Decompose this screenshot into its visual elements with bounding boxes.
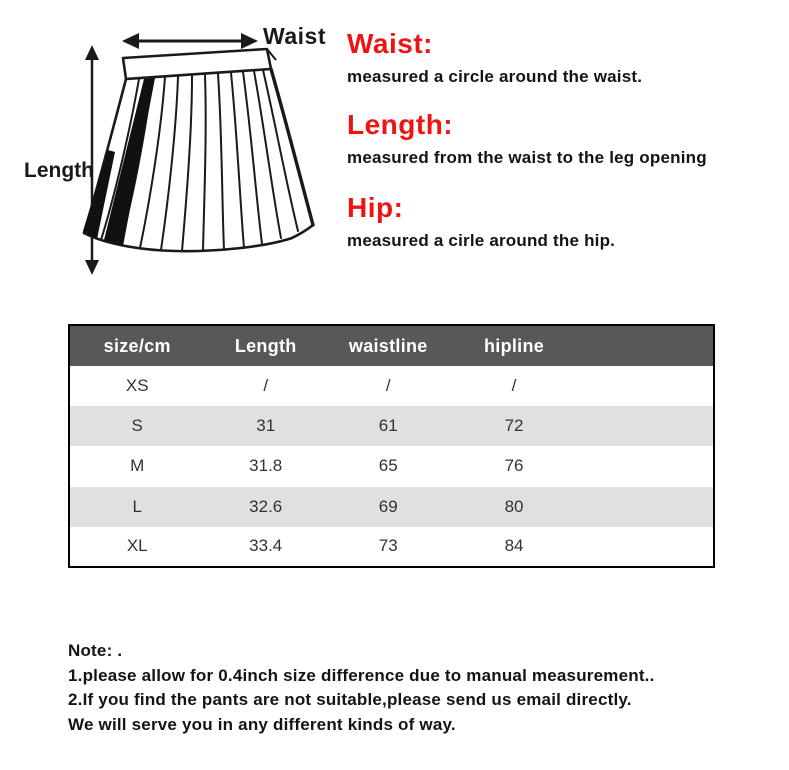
cell-waistline: 65	[378, 456, 398, 476]
size-table-header-row	[69, 325, 714, 366]
cell-size: XS	[125, 376, 149, 396]
table-row-l	[69, 487, 714, 527]
size-table	[68, 324, 715, 568]
definition-length-term: Length:	[347, 109, 454, 140]
definition-hip-term: Hip:	[347, 192, 404, 223]
cell-size: S	[131, 416, 143, 436]
definition-waist-description: measured a circle around the waist.	[347, 67, 643, 86]
notes	[68, 639, 655, 737]
length-arrow-label: Length	[24, 159, 94, 182]
cell-hipline: 72	[504, 416, 524, 436]
definition-hip-description: measured a cirle around the hip.	[347, 231, 616, 250]
cell-hipline: 80	[504, 496, 524, 516]
table-row-s	[69, 406, 714, 446]
definition-length-description: measured from the waist to the leg opening	[347, 148, 707, 167]
cell-length: 31	[256, 416, 276, 436]
cell-length: 33.4	[249, 536, 283, 556]
definition-waist	[347, 28, 767, 87]
table-row-xs	[69, 366, 714, 406]
definition-waist-term: Waist:	[347, 28, 433, 59]
col-header-filler	[579, 325, 714, 366]
col-header-size: size/cm	[69, 325, 204, 366]
cell-size: XL	[126, 536, 148, 556]
table-row-m	[69, 446, 714, 486]
cell-waistline: 61	[378, 416, 398, 436]
cell-waistline: /	[385, 376, 391, 396]
cell-hipline: /	[511, 376, 517, 396]
definition-hip	[347, 192, 767, 251]
col-header-waistline: waistline	[327, 325, 450, 366]
table-row-xl	[69, 527, 714, 567]
skirt-measurement-diagram	[0, 0, 345, 300]
col-header-hipline: hipline	[450, 325, 579, 366]
waist-arrow-label: Waist	[263, 23, 326, 49]
cell-waistline: 73	[378, 536, 398, 556]
cell-length: 31.8	[249, 456, 283, 476]
note-line-3: We will serve you in any different kinds of way.	[68, 714, 456, 734]
cell-length: /	[263, 376, 269, 396]
definition-length	[347, 109, 767, 168]
waist-arrow-icon	[122, 33, 258, 49]
col-header-length: Length	[204, 325, 327, 366]
cell-size: M	[130, 456, 145, 476]
note-title: Note: .	[68, 641, 123, 660]
cell-hipline: 76	[504, 456, 524, 476]
note-line-1: 1.please allow for 0.4inch size difference due to manual measurement..	[68, 665, 655, 685]
note-line-2: 2.If you find the pants are not suitable,please send us email directly.	[68, 690, 632, 709]
cell-length: 32.6	[249, 496, 283, 516]
cell-size: L	[132, 496, 142, 516]
cell-waistline: 69	[378, 496, 398, 516]
cell-hipline: 84	[504, 536, 524, 556]
